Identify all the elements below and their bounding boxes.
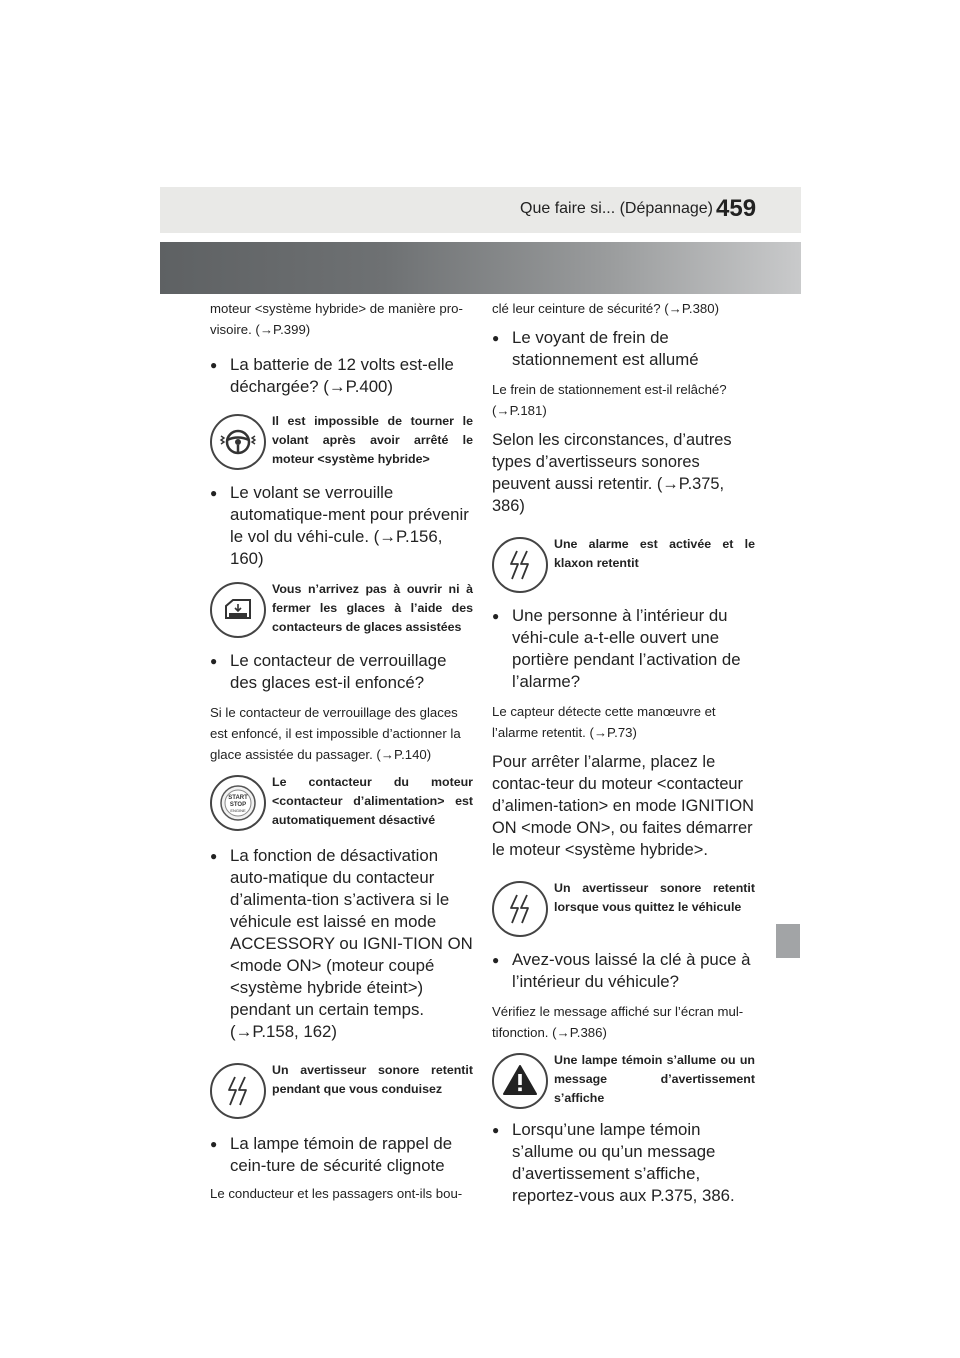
bullet-battery: ● La batterie de 12 volts est-elle déchargée? (→P.400) <box>210 354 473 398</box>
paragraph-text: Selon les circonstances, d’autres types d’avertisseurs sonores peuvent aussi retentir. (→P.375, 386) <box>492 431 732 515</box>
bullet-steering-lock: ● Le volant se verrouille automatique-ment pour prévenir le vol du véhi-cule. (→P.156, 160) <box>210 482 473 570</box>
page-number: 459 <box>716 195 757 222</box>
power-window-icon <box>210 582 266 638</box>
callout-text: Un avertisseur sonore retentit pendant que vous conduisez <box>272 1063 473 1096</box>
callout-warning-light <box>492 1051 755 1109</box>
bullet-parking-brake: ● Le voyant de frein de stationnement est allumé <box>492 327 755 371</box>
continued-text: clé leur ceinture de sécurité? (→P.380) <box>492 301 719 316</box>
explanation-text: Si le contacteur de verrouillage des glaces est enfoncé, il est impossible d’actionner la glace assistée du passager. (→P.140) <box>210 705 461 762</box>
callout-steering-locked <box>210 412 473 470</box>
explanation-text: Vérifiez le message affiché sur l’écran mul-tifonction. (→P.386) <box>492 1004 744 1040</box>
paragraph-text: Pour arrêter l’alarme, placez le contac-teur du moteur <contacteur d’alimen-tation> en mode IGNITION ON <mode ON>, ou faites démarrer le moteur <système hybride>. <box>492 753 754 859</box>
callout-power-windows <box>210 580 473 638</box>
bullet-door-opened: ● Une personne à l’intérieur du véhi-cule a-t-elle ouvert une portière pendant l’activation de l’alarme? <box>492 605 755 693</box>
callout-text: Un avertisseur sonore retentit lorsque vous quittez le véhicule <box>554 881 755 914</box>
buzzer-icon <box>492 881 548 937</box>
warning-exclamation-icon <box>492 1053 548 1109</box>
engine-label: ENGINE <box>230 808 246 813</box>
bullet-auto-power-off: ● La fonction de désactivation auto-matique du contacteur d’alimenta-tion s’activera si le véhicule est laissé en mode ACCESSORY ou IGNI-TION ON <mode ON> (moteur coupé <système hybride éteint>) pendant un certain temps. (→P.158, 162) <box>210 845 473 1043</box>
callout-auto-power-off <box>210 773 473 831</box>
stop-label: STOP <box>229 802 247 808</box>
callout-text: Vous n’arrivez pas à ouvrir ni à fermer les glaces à l’aide des contacteurs de glaces assistées <box>272 582 473 634</box>
buzzer-icon <box>492 537 548 593</box>
callout-text: Une lampe témoin s’allume ou un message d’avertissement s’affiche <box>554 1053 755 1105</box>
bullet-seatbelt: ● La lampe témoin de rappel de cein-ture de sécurité clignote <box>210 1133 473 1177</box>
callout-text: Une alarme est activée et le klaxon retentit <box>554 537 755 570</box>
bullet-window-lock: ● Le contacteur de verrouillage des glaces est-il enfoncé? <box>210 650 473 694</box>
explanation-text: Le conducteur et les passagers ont-ils bou- <box>210 1186 463 1201</box>
callout-text: Il est impossible de tourner le volant après avoir arrêté le moteur <système hybride> <box>272 414 473 466</box>
explanation-text: Le capteur détecte cette manœuvre et l’alarme retentit. (→P.73) <box>492 704 716 740</box>
callout-text: Le contacteur du moteur <contacteur d’alimentation> est automatiquement désactivé <box>272 775 473 827</box>
bullet-smart-key: ● Avez-vous laissé la clé à puce à l’intérieur du véhicule? <box>492 949 755 993</box>
header-gradient-band <box>160 242 801 294</box>
explanation-text: Le frein de stationnement est-il relâché? (→P.181) <box>492 382 727 418</box>
steering-wheel-icon <box>210 414 266 470</box>
callout-buzzer-leaving <box>492 879 755 937</box>
start-stop-button-icon <box>210 775 266 831</box>
left-column <box>210 298 473 1204</box>
bullet-warning-light: ● Lorsqu’une lampe témoin s’allume ou qu’un message d’avertissement s’affiche, reportez-vous aux P.375, 386. <box>492 1119 755 1207</box>
callout-buzzer-driving <box>210 1061 473 1119</box>
section-title: Que faire si... (Dépannage) <box>520 200 713 217</box>
callout-alarm <box>492 535 755 593</box>
right-column <box>492 298 755 1207</box>
start-label: START <box>228 795 248 801</box>
continued-text: moteur <système hybride> de manière pro-visoire. (→P.399) <box>210 301 463 337</box>
buzzer-icon <box>210 1063 266 1119</box>
chapter-tab <box>776 924 800 958</box>
